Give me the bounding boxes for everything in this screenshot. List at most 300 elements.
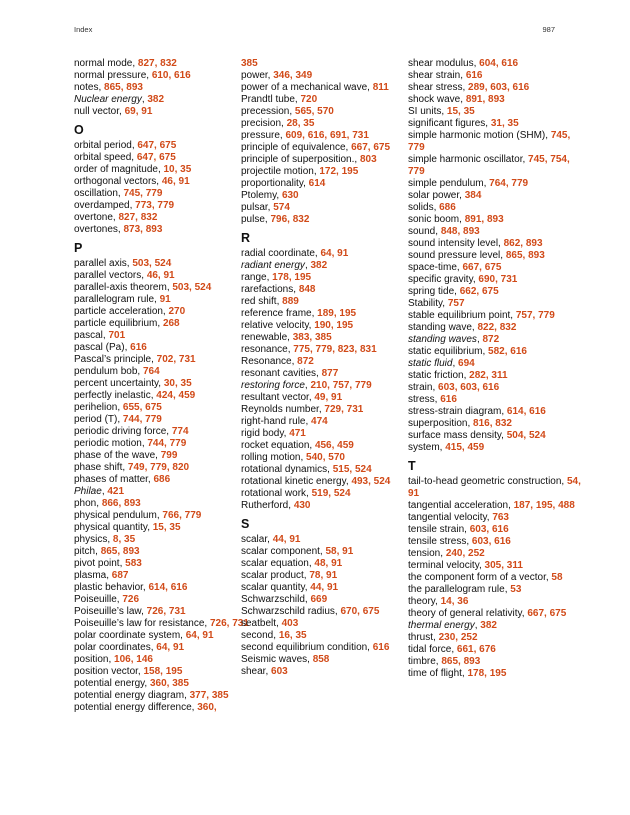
index-entry (408, 406, 584, 418)
index-page-links[interactable]: 604, 616 (479, 58, 519, 69)
index-page-links[interactable]: 891, 893 (465, 94, 505, 105)
index-page-links[interactable]: 64, 91 (156, 642, 185, 653)
index-term: projectile motion, (241, 166, 320, 177)
index-page-links[interactable]: 178, 195 (467, 668, 507, 679)
index-entry (241, 118, 417, 130)
index-page-links[interactable]: 647, 675 (137, 140, 177, 151)
index-page-links[interactable]: 686 (153, 474, 171, 485)
index-page-links[interactable]: 603 (271, 666, 288, 677)
index-page-links[interactable]: 889 (282, 296, 299, 307)
index-page-links[interactable]: 603, 616 (469, 524, 509, 535)
index-entry (408, 524, 584, 536)
index-term: thrust, (408, 632, 439, 643)
index-page-links[interactable]: 616 (440, 394, 457, 405)
index-page-links[interactable]: 848 (298, 284, 316, 295)
index-term: spring tide, (408, 286, 460, 297)
index-page-links[interactable]: 583 (125, 558, 142, 569)
index-entry (241, 202, 417, 214)
index-page-links[interactable]: 775, 779, 823, 831 (293, 344, 377, 355)
index-entry (408, 286, 584, 298)
index-page-links[interactable]: 686 (439, 202, 456, 213)
index-term: physical pendulum, (74, 510, 163, 521)
index-term: solar power, (408, 190, 465, 201)
index-page-links[interactable]: 827, 832 (137, 58, 177, 69)
index-entry (408, 118, 584, 130)
index-page-links[interactable]: 210, 757, 779 (310, 380, 372, 391)
index-term: standing waves (408, 334, 477, 345)
index-term: physical quantity, (74, 522, 153, 533)
index-page-links[interactable]: 726, 731 (210, 618, 249, 629)
index-page-links[interactable]: 764, 779 (489, 178, 529, 189)
index-page-links[interactable]: 616 (465, 70, 483, 81)
index-page-links[interactable]: 872 (297, 356, 314, 367)
index-term: particle acceleration, (74, 306, 169, 317)
index-entry (74, 678, 250, 690)
index-page-links[interactable]: 403 (281, 618, 299, 629)
index-page-links[interactable]: 360, (197, 702, 217, 713)
index-page-links[interactable]: 610, 616 (151, 70, 191, 81)
index-entry (408, 394, 584, 406)
index-page-links[interactable]: 16, 35 (278, 630, 307, 641)
index-page-links[interactable]: 540, 570 (306, 452, 345, 463)
index-page-links[interactable]: 415, 459 (445, 442, 485, 453)
index-page-links[interactable]: 865, 893 (104, 82, 143, 93)
index-term: oscillation, (74, 188, 124, 199)
index-page-links[interactable]: 726 (122, 594, 140, 605)
index-entry (74, 510, 250, 522)
index-term: theory of general relativity, (408, 608, 528, 619)
index-entry (241, 476, 417, 488)
index-entry (74, 498, 250, 510)
index-page-links[interactable]: 46, 91 (146, 270, 175, 281)
index-entry (74, 630, 250, 642)
index-term: percent uncertainty, (74, 378, 164, 389)
index-page-links[interactable]: 574 (273, 202, 290, 213)
index-page-links[interactable]: 803 (359, 154, 377, 165)
index-page-links[interactable]: 667, 675 (462, 262, 502, 273)
index-page-links[interactable]: 865, 893 (100, 546, 140, 557)
index-page-links[interactable]: 799 (160, 450, 178, 461)
index-entry (408, 226, 584, 238)
index-term: red shift, (241, 296, 283, 307)
index-page-links[interactable]: 690, 731 (478, 274, 518, 285)
index-term: scalar component, (241, 546, 326, 557)
index-page-links[interactable]: 796, 832 (270, 214, 310, 225)
index-page-links[interactable]: 582, 616 (488, 346, 527, 357)
index-term: second, (241, 630, 279, 641)
index-entry (74, 176, 250, 188)
index-page-links[interactable]: 503, 524 (172, 282, 212, 293)
index-entry (74, 70, 250, 82)
index-entry (408, 130, 584, 154)
index-entry (408, 310, 584, 322)
index-page-links[interactable]: 773, 779 (135, 200, 175, 211)
index-page-links[interactable]: 187, 195, 488 (513, 500, 575, 511)
index-term: scalar product, (241, 570, 310, 581)
index-page-links[interactable]: 744, 779 (122, 414, 162, 425)
index-term: null vector, (74, 106, 125, 117)
index-page-links[interactable]: 848, 893 (440, 226, 480, 237)
index-term: plastic behavior, (74, 582, 149, 593)
index-term: sound, (408, 226, 441, 237)
index-page-links[interactable]: 745, 754, 779 (408, 154, 570, 177)
index-page-links[interactable]: 603, 603, 616 (438, 382, 500, 393)
index-entry (408, 476, 584, 500)
index-entry (408, 370, 584, 382)
index-entry (408, 94, 584, 106)
index-page-links[interactable]: 31, 35 (490, 118, 519, 129)
index-entry (74, 654, 250, 666)
index-page-links[interactable]: 744, 779 (147, 438, 187, 449)
index-page-links[interactable]: 382 (480, 620, 497, 631)
index-entry (408, 560, 584, 572)
index-page-links[interactable]: 519, 524 (311, 488, 351, 499)
index-entry (74, 462, 250, 474)
index-term: Poiseuille, (74, 594, 123, 605)
index-entry (408, 442, 584, 454)
index-entry (74, 582, 250, 594)
index-entry (408, 58, 584, 70)
index-term: orthogonal vectors, (74, 176, 162, 187)
index-entry (241, 272, 417, 284)
index-entry (241, 368, 417, 380)
index-page-links[interactable]: 774 (171, 426, 189, 437)
index-entry (241, 356, 417, 368)
index-term: parallelogram rule, (74, 294, 160, 305)
index-entry (408, 512, 584, 524)
index-entry (408, 548, 584, 560)
index-entry (74, 330, 250, 342)
index-page-links[interactable]: 866, 893 (101, 498, 141, 509)
index-page-links[interactable]: 8, 35 (112, 534, 136, 545)
index-page-links[interactable]: 891, 893 (464, 214, 504, 225)
index-term: stable equilibrium point, (408, 310, 516, 321)
index-entry (74, 58, 250, 70)
index-term: Poiseuille’s law for resistance, (74, 618, 210, 629)
index-term: particle equilibrium, (74, 318, 163, 329)
index-entry (408, 632, 584, 644)
index-term: seatbelt, (241, 618, 282, 629)
index-term: Rutherford, (241, 500, 294, 511)
index-page-links[interactable]: 702, 731 (156, 354, 196, 365)
index-page-links[interactable]: 614, 616 (506, 406, 546, 417)
index-page-links[interactable]: 827, 832 (118, 212, 158, 223)
index-entry (408, 274, 584, 286)
index-term: proportionality, (241, 178, 309, 189)
index-page-links[interactable]: 240, 252 (445, 548, 485, 559)
index-page-links[interactable]: 289, 603, 616 (468, 82, 530, 93)
index-term: static friction, (408, 370, 470, 381)
index-page-links[interactable]: 58, 91 (325, 546, 354, 557)
index-page-links[interactable]: 667, 675 (527, 608, 567, 619)
index-page-links[interactable]: 421 (107, 486, 125, 497)
index-term: sound intensity level, (408, 238, 504, 249)
index-entry (408, 154, 584, 178)
index-page-links[interactable]: 46, 91 (161, 176, 190, 187)
index-entry (74, 690, 250, 702)
index-entry (408, 644, 584, 656)
index-term-separator: , (304, 260, 311, 271)
index-term: the component form of a vector, (408, 572, 552, 583)
index-page-links[interactable]: 504, 524 (506, 430, 546, 441)
index-term: Pascal’s principle, (74, 354, 157, 365)
index-term: potential energy, (74, 678, 150, 689)
index-page-links[interactable]: 178, 195 (272, 272, 312, 283)
index-page-links[interactable]: 667, 675 (351, 142, 391, 153)
index-page-links[interactable]: 382 (310, 260, 328, 271)
index-page-links[interactable]: 811 (372, 82, 389, 93)
index-term: phase of the wave, (74, 450, 161, 461)
index-page-links[interactable]: 385 (241, 58, 258, 69)
index-page-links[interactable]: 616 (372, 642, 390, 653)
index-entry (241, 130, 417, 142)
index-page-links[interactable]: 757, 779 (515, 310, 555, 321)
index-term: shear modulus, (408, 58, 480, 69)
index-term: sonic boom, (408, 214, 465, 225)
index-entry (74, 546, 250, 558)
index-page-links[interactable]: 270 (168, 306, 186, 317)
index-entry (241, 582, 417, 594)
index-page-links[interactable]: 377, 385 (189, 690, 229, 701)
index-page-links[interactable]: 701 (108, 330, 126, 341)
index-term: specific gravity, (408, 274, 479, 285)
index-term: principle of equivalence, (241, 142, 352, 153)
index-page-links[interactable]: 15, 35 (152, 522, 181, 533)
index-page-links[interactable]: 64, 91 (185, 630, 214, 641)
index-page-links[interactable]: 30, 35 (163, 378, 192, 389)
index-entry (241, 82, 417, 94)
index-page-links[interactable]: 268 (162, 318, 180, 329)
index-page-links[interactable]: 15, 35 (446, 106, 475, 117)
index-page-links[interactable]: 503, 524 (132, 258, 172, 269)
index-term: rolling motion, (241, 452, 307, 463)
index-entry (241, 142, 417, 154)
index-term: orbital speed, (74, 152, 137, 163)
index-page-links[interactable]: 661, 676 (456, 644, 496, 655)
index-entry (74, 534, 250, 546)
index-page-links[interactable]: 763 (492, 512, 509, 523)
index-entry (74, 294, 250, 306)
index-page-links[interactable]: 106, 146 (114, 654, 153, 665)
index-page-links[interactable]: 230, 252 (438, 632, 478, 643)
index-entry (241, 606, 417, 618)
index-entry (74, 224, 250, 236)
index-term: stress, (408, 394, 441, 405)
index-page-links[interactable]: 305, 311 (484, 560, 523, 571)
index-term: scalar, (241, 534, 273, 545)
index-page-links[interactable]: 873, 893 (123, 224, 163, 235)
index-term-separator: , (452, 358, 459, 369)
index-page-links[interactable]: 745, 779 (408, 130, 571, 153)
index-entry (74, 438, 250, 450)
index-page-links[interactable]: 630 (281, 190, 299, 201)
index-page-links[interactable]: 729, 731 (324, 404, 364, 415)
index-entry (241, 416, 417, 428)
index-page-links[interactable]: 694 (458, 358, 475, 369)
index-page-links[interactable]: 158, 195 (143, 666, 183, 677)
index-page-links[interactable]: 430 (293, 500, 311, 511)
index-term: parallel axis, (74, 258, 133, 269)
index-entry (241, 534, 417, 546)
index-entry (241, 654, 417, 666)
index-entry (241, 558, 417, 570)
index-page-links[interactable]: 360, 385 (149, 678, 189, 689)
index-entry (241, 58, 417, 70)
index-entry (74, 414, 250, 426)
index-term: rotational dynamics, (241, 464, 333, 475)
index-entry (408, 430, 584, 442)
index-page-links[interactable]: 865, 893 (505, 250, 545, 261)
index-entry (74, 258, 250, 270)
index-entry (408, 70, 584, 82)
index-term: tail-to-head geometric construction, (408, 476, 567, 487)
index-page-links[interactable]: 858 (312, 654, 330, 665)
index-term: power of a mechanical wave, (241, 82, 373, 93)
index-term: tidal force, (408, 644, 457, 655)
index-entry (74, 200, 250, 212)
index-page-links[interactable]: 346, 349 (273, 70, 313, 81)
index-page-links[interactable]: 78, 91 (309, 570, 338, 581)
index-page-links[interactable]: 662, 675 (459, 286, 499, 297)
index-page-links[interactable]: 865, 893 (441, 656, 481, 667)
index-page-links[interactable]: 44, 91 (272, 534, 301, 545)
index-term: surface mass density, (408, 430, 507, 441)
index-page-links[interactable]: 670, 675 (340, 606, 380, 617)
index-page-links[interactable]: 282, 311 (469, 370, 508, 381)
index-term: tension, (408, 548, 446, 559)
index-entry (408, 346, 584, 358)
index-term: periodic driving force, (74, 426, 172, 437)
index-entry (408, 584, 584, 596)
index-term: range, (241, 272, 273, 283)
index-page-links[interactable]: 64, 91 (320, 248, 349, 259)
index-entry (74, 82, 250, 94)
index-entry (241, 308, 417, 320)
index-entry (408, 382, 584, 394)
index-page-links[interactable]: 382 (147, 94, 165, 105)
index-entry (241, 428, 417, 440)
index-page-links[interactable]: 48, 91 (314, 558, 343, 569)
index-entry (241, 392, 417, 404)
index-term: phon, (74, 498, 102, 509)
index-term: right-hand rule, (241, 416, 312, 427)
index-page-links[interactable]: 862, 893 (503, 238, 543, 249)
index-entry (74, 426, 250, 438)
index-entry (241, 106, 417, 118)
index-entry (74, 486, 250, 498)
index-entry (241, 464, 417, 476)
index-page-links[interactable]: 69, 91 (124, 106, 153, 117)
index-term: shock wave, (408, 94, 466, 105)
index-page-links[interactable]: 49, 91 (314, 392, 343, 403)
index-page-links[interactable]: 471 (289, 428, 306, 439)
index-page-links[interactable]: 456, 459 (314, 440, 354, 451)
index-page-links[interactable]: 14, 36 (440, 596, 469, 607)
index-page-links[interactable]: 493, 524 (351, 476, 391, 487)
index-page-links[interactable]: 603, 616 (471, 536, 511, 547)
index-page-links[interactable]: 54, 91 (408, 476, 581, 499)
index-entry (408, 656, 584, 668)
index-page-links[interactable]: 515, 524 (332, 464, 372, 475)
index-page-links[interactable]: 766, 779 (162, 510, 202, 521)
index-entry (74, 366, 250, 378)
index-page-links[interactable]: 614, 616 (148, 582, 188, 593)
index-term: perihelion, (74, 402, 123, 413)
index-page-links[interactable]: 189, 195 (317, 308, 357, 319)
index-term: parallel vectors, (74, 270, 147, 281)
index-term: polar coordinate system, (74, 630, 186, 641)
index-page-links[interactable]: 726, 731 (146, 606, 186, 617)
index-page-links[interactable]: 10, 35 (163, 164, 192, 175)
index-term: period (T), (74, 414, 123, 425)
index-entry (241, 618, 417, 630)
index-term: pendulum bob, (74, 366, 143, 377)
index-page-links[interactable]: 383, 385 (292, 332, 332, 343)
index-page-links[interactable]: 58 (551, 572, 563, 583)
index-term-separator: , (474, 620, 481, 631)
index-page-links[interactable]: 424, 459 (156, 390, 196, 401)
index-page-links[interactable]: 44, 91 (310, 582, 339, 593)
index-entry (408, 298, 584, 310)
index-term: pascal (Pa), (74, 342, 131, 353)
index-page-links[interactable]: 614 (308, 178, 326, 189)
index-page-links[interactable]: 816, 832 (473, 418, 512, 429)
index-entry (241, 440, 417, 452)
index-page-links[interactable]: 609, 616, 691, 731 (285, 130, 369, 141)
index-page-links[interactable]: 28, 35 (286, 118, 315, 129)
index-page-links[interactable]: 616 (130, 342, 147, 353)
index-entry (408, 322, 584, 334)
index-page-links[interactable]: 720 (300, 94, 318, 105)
index-column-1 (74, 58, 250, 714)
index-page-links[interactable]: 53 (510, 584, 522, 595)
index-page-links[interactable]: 877 (321, 368, 339, 379)
index-term-separator: , (141, 94, 148, 105)
index-page-links[interactable]: 190, 195 (314, 320, 354, 331)
index-entry (241, 546, 417, 558)
index-term: precession, (241, 106, 295, 117)
index-page-links[interactable]: 872 (482, 334, 500, 345)
index-entry (74, 354, 250, 366)
index-term: pitch, (74, 546, 101, 557)
index-page-links[interactable]: 565, 570 (294, 106, 334, 117)
index-page-links[interactable]: 764 (142, 366, 160, 377)
index-term: tensile stress, (408, 536, 472, 547)
index-term: Nuclear energy (74, 94, 142, 105)
index-page-links[interactable]: 749, 779, 820 (127, 462, 190, 473)
index-page-links[interactable]: 669 (310, 594, 328, 605)
index-entry (241, 404, 417, 416)
index-term: static fluid (408, 358, 453, 369)
index-page-links[interactable]: 91 (159, 294, 171, 305)
index-term: shear stress, (408, 82, 469, 93)
index-term: principle of superposition., (241, 154, 360, 165)
index-page-links[interactable]: 745, 779 (123, 188, 163, 199)
index-page-links[interactable]: 474 (311, 416, 328, 427)
index-page-links[interactable]: 687 (111, 570, 129, 581)
index-page-links[interactable]: 647, 675 (136, 152, 176, 163)
index-page-links[interactable]: 384 (464, 190, 482, 201)
index-term: Stability, (408, 298, 448, 309)
index-term: polar coordinates, (74, 642, 157, 653)
index-entry (408, 190, 584, 202)
index-term-separator: , (476, 334, 483, 345)
index-term: strain, (408, 382, 439, 393)
index-page-links[interactable]: 172, 195 (319, 166, 359, 177)
index-page-links[interactable]: 822, 832 (477, 322, 517, 333)
index-page-links[interactable]: 757 (447, 298, 465, 309)
index-page-links[interactable]: 655, 675 (122, 402, 162, 413)
